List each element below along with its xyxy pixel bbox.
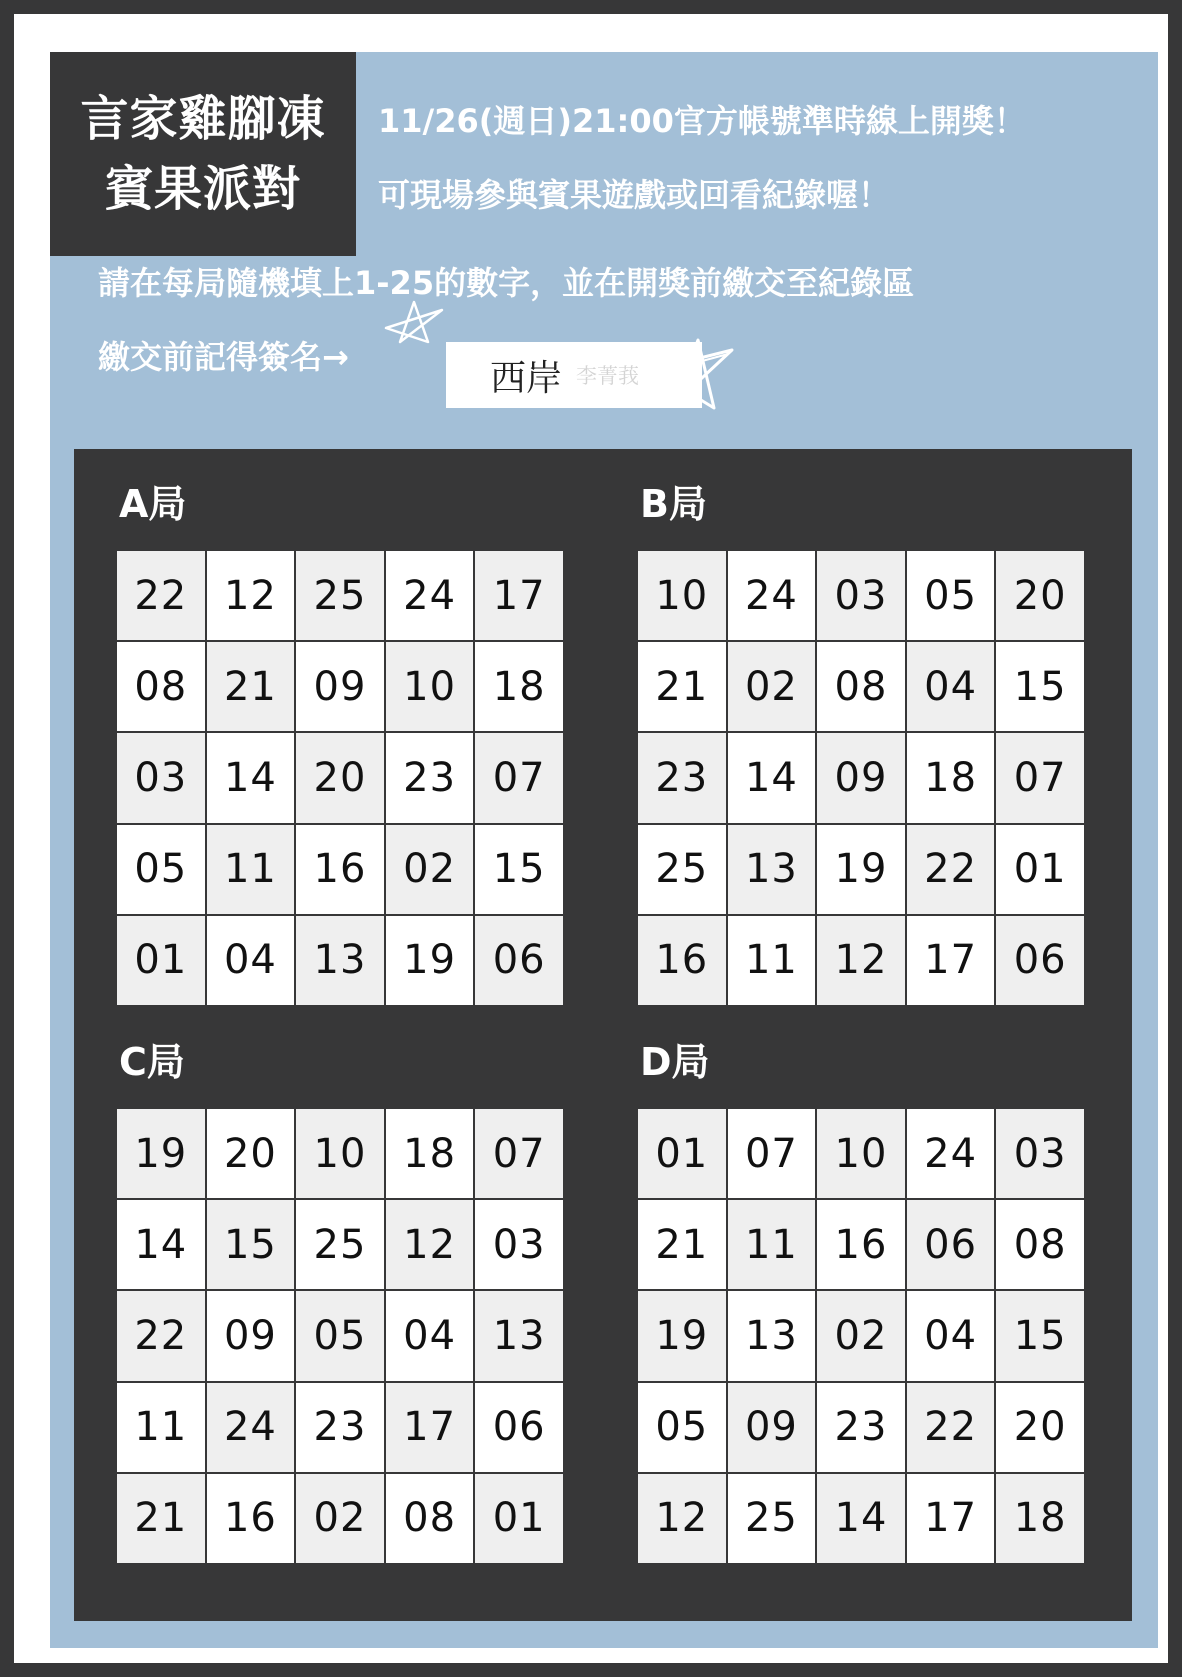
- bingo-cell: 22: [907, 1383, 995, 1472]
- bingo-cell: 17: [907, 916, 995, 1005]
- game-c-label: C局: [119, 1040, 185, 1084]
- bingo-cell: 25: [638, 825, 726, 914]
- blue-panel: [50, 52, 1158, 1648]
- bingo-cell: 12: [817, 916, 905, 1005]
- bingo-cell: 01: [117, 916, 205, 1005]
- bingo-cell: 12: [386, 1200, 474, 1289]
- bingo-cell: 11: [117, 1383, 205, 1472]
- bingo-cell: 06: [475, 916, 563, 1005]
- bingo-cell: 18: [386, 1109, 474, 1198]
- bingo-cell: 21: [207, 642, 295, 731]
- bingo-cell: 10: [386, 642, 474, 731]
- bingo-cell: 15: [207, 1200, 295, 1289]
- bingo-cell: 22: [117, 1291, 205, 1380]
- notice-line-2: 可現場參與賓果遊戲或回看紀錄喔！: [378, 176, 891, 214]
- bingo-cell: 13: [296, 916, 384, 1005]
- game-b-label: B局: [640, 482, 707, 526]
- bingo-cell: 24: [728, 551, 816, 640]
- bingo-cell: 20: [207, 1109, 295, 1198]
- bingo-cell: 10: [296, 1109, 384, 1198]
- bingo-cell: 15: [475, 825, 563, 914]
- bingo-cell: 15: [996, 642, 1084, 731]
- bingo-cell: 03: [996, 1109, 1084, 1198]
- bingo-cell: 19: [817, 825, 905, 914]
- bingo-cell: 08: [996, 1200, 1084, 1289]
- bingo-cell: 16: [296, 825, 384, 914]
- bingo-board: [74, 449, 1132, 1621]
- bingo-cell: 09: [207, 1291, 295, 1380]
- signature-faint-text: 李菁莪: [576, 364, 640, 388]
- bingo-cell: 01: [475, 1474, 563, 1563]
- bingo-cell: 14: [728, 733, 816, 822]
- signature-name: 西岸: [490, 357, 563, 399]
- title-line-2: 賓果派對: [104, 161, 301, 217]
- bingo-cell: 04: [207, 916, 295, 1005]
- bingo-cell: 08: [386, 1474, 474, 1563]
- bingo-cell: 25: [296, 551, 384, 640]
- bingo-cell: 01: [996, 825, 1084, 914]
- title-box: [50, 52, 356, 256]
- bingo-cell: 03: [475, 1200, 563, 1289]
- bingo-cell: 12: [207, 551, 295, 640]
- bingo-cell: 07: [475, 1109, 563, 1198]
- bingo-cell: 16: [638, 916, 726, 1005]
- bingo-cell: 21: [638, 642, 726, 731]
- bingo-cell: 25: [296, 1200, 384, 1289]
- bingo-cell: 17: [907, 1474, 995, 1563]
- bingo-cell: 23: [296, 1383, 384, 1472]
- bingo-cell: 21: [638, 1200, 726, 1289]
- game-c-grid: [115, 1107, 565, 1565]
- bingo-cell: 05: [296, 1291, 384, 1380]
- bingo-cell: 18: [996, 1474, 1084, 1563]
- bingo-cell: 16: [207, 1474, 295, 1563]
- bingo-cell: 03: [117, 733, 205, 822]
- bingo-cell: 08: [817, 642, 905, 731]
- bingo-cell: 06: [475, 1383, 563, 1472]
- bingo-cell: 03: [817, 551, 905, 640]
- bingo-cell: 11: [207, 825, 295, 914]
- bingo-cell: 02: [386, 825, 474, 914]
- bingo-cell: 05: [117, 825, 205, 914]
- bingo-cell: 01: [638, 1109, 726, 1198]
- sign-prompt: 繳交前記得簽名→: [98, 338, 349, 376]
- bingo-cell: 07: [475, 733, 563, 822]
- bingo-cell: 23: [386, 733, 474, 822]
- bingo-cell: 07: [728, 1109, 816, 1198]
- bingo-cell: 05: [638, 1383, 726, 1472]
- bingo-cell: 09: [817, 733, 905, 822]
- bingo-cell: 11: [728, 916, 816, 1005]
- bingo-cell: 23: [638, 733, 726, 822]
- bingo-cell: 04: [907, 1291, 995, 1380]
- notice-line-1: 11/26(週日)21:00官方帳號準時線上開獎！: [378, 102, 1026, 140]
- bingo-cell: 18: [907, 733, 995, 822]
- game-a-grid: [115, 549, 565, 1007]
- bingo-cell: 13: [475, 1291, 563, 1380]
- bingo-cell: 06: [996, 916, 1084, 1005]
- bingo-cell: 07: [996, 733, 1084, 822]
- bingo-cell: 24: [207, 1383, 295, 1472]
- bingo-cell: 05: [907, 551, 995, 640]
- title-line-1: 言家雞腳凍: [80, 91, 326, 147]
- game-d-grid: [636, 1107, 1086, 1565]
- bingo-cell: 09: [296, 642, 384, 731]
- bingo-cell: 15: [996, 1291, 1084, 1380]
- bingo-cell: 10: [638, 551, 726, 640]
- bingo-cell: 12: [638, 1474, 726, 1563]
- bingo-cell: 22: [117, 551, 205, 640]
- bingo-cell: 14: [207, 733, 295, 822]
- game-a-label: A局: [119, 482, 187, 526]
- game-b-grid: [636, 549, 1086, 1007]
- bingo-cell: 11: [728, 1200, 816, 1289]
- bingo-cell: 02: [296, 1474, 384, 1563]
- bingo-cell: 19: [638, 1291, 726, 1380]
- instruction-text: 請在每局隨機填上1-25的數字，並在開獎前繳交至紀錄區: [98, 264, 915, 302]
- bingo-cell: 24: [907, 1109, 995, 1198]
- bingo-cell: 20: [996, 551, 1084, 640]
- bingo-cell: 04: [386, 1291, 474, 1380]
- bingo-cell: 17: [386, 1383, 474, 1472]
- bingo-cell: 14: [817, 1474, 905, 1563]
- bingo-cell: 17: [475, 551, 563, 640]
- doodle-star-small-icon: [380, 298, 450, 348]
- bingo-cell: 16: [817, 1200, 905, 1289]
- bingo-cell: 19: [117, 1109, 205, 1198]
- bingo-cell: 02: [728, 642, 816, 731]
- bingo-cell: 13: [728, 1291, 816, 1380]
- bingo-cell: 10: [817, 1109, 905, 1198]
- bingo-cell: 02: [817, 1291, 905, 1380]
- bingo-cell: 23: [817, 1383, 905, 1472]
- bingo-cell: 18: [475, 642, 563, 731]
- bingo-cell: 21: [117, 1474, 205, 1563]
- bingo-cell: 08: [117, 642, 205, 731]
- page-frame: [14, 14, 1168, 1663]
- bingo-cell: 09: [728, 1383, 816, 1472]
- bingo-cell: 06: [907, 1200, 995, 1289]
- bingo-cell: 13: [728, 825, 816, 914]
- bingo-cell: 24: [386, 551, 474, 640]
- bingo-cell: 20: [996, 1383, 1084, 1472]
- game-d-label: D局: [640, 1040, 710, 1084]
- bingo-cell: 04: [907, 642, 995, 731]
- bingo-cell: 20: [296, 733, 384, 822]
- bingo-cell: 19: [386, 916, 474, 1005]
- bingo-cell: 25: [728, 1474, 816, 1563]
- doodle-star-large-icon: [644, 334, 744, 414]
- bingo-cell: 14: [117, 1200, 205, 1289]
- bingo-cell: 22: [907, 825, 995, 914]
